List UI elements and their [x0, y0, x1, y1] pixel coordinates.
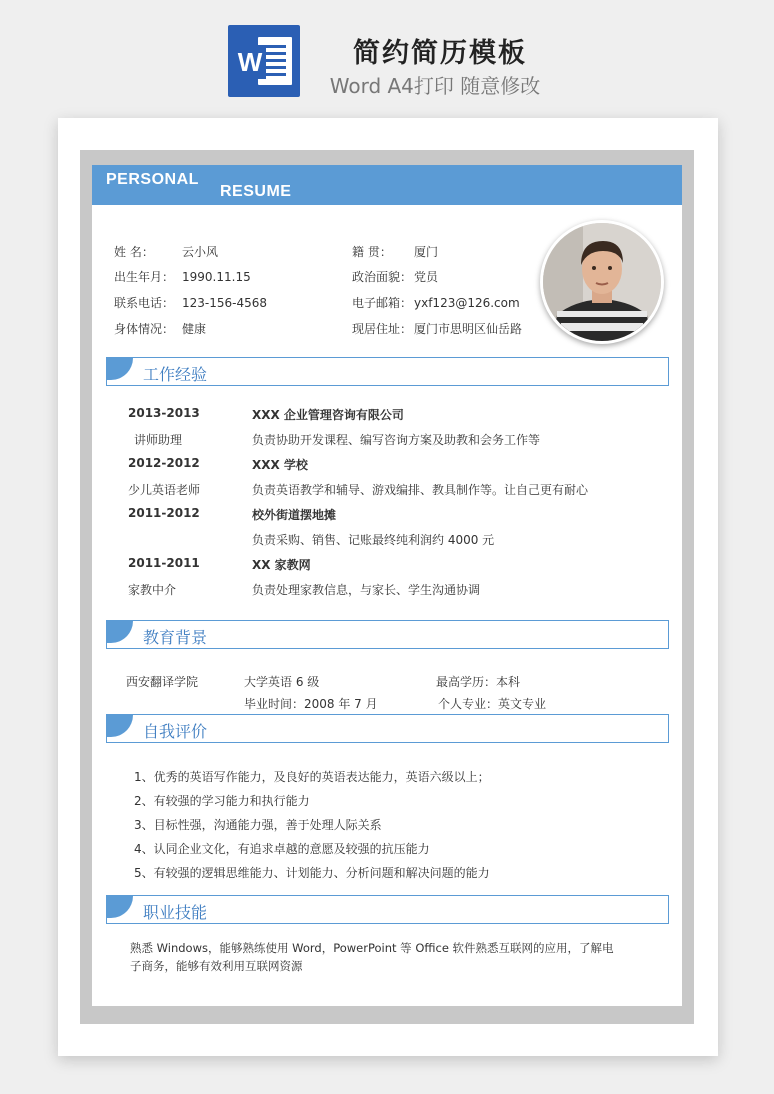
section-title-skills: 职业技能: [143, 903, 208, 922]
section-self: [106, 714, 669, 743]
skills-line-2: 子商务，能够有效利用互联网资源: [130, 959, 303, 973]
section-education: [106, 620, 669, 649]
info-email: 电子邮箱： yxf123@126.com: [352, 296, 520, 310]
work-period-3: 2011-2012: [128, 506, 200, 520]
page-subtitle: Word A4打印 随意修改: [329, 74, 541, 98]
info-health: 身体情况： 健康: [114, 322, 207, 336]
work-period-2: 2012-2012: [128, 456, 200, 470]
work-org-2: XXX 学校: [252, 458, 308, 472]
info-birth: 出生年月： 1990.11.15: [114, 270, 251, 284]
work-role-4: 家教中介: [128, 583, 177, 597]
paper: [58, 118, 718, 1056]
resume-banner: [92, 165, 682, 205]
edu-school: 西安翻译学院: [126, 675, 199, 689]
word-logo-icon: [228, 25, 300, 97]
info-origin: 籍 贯： 厦门: [352, 245, 439, 259]
work-desc-4: 负责处理家教信息，与家长、学生沟通协调: [252, 583, 481, 597]
work-org-4: XX 家教网: [252, 558, 311, 572]
self-eval-5: 5、有较强的逻辑思维能力、计划能力、分析问题和解决问题的能力: [134, 866, 490, 880]
work-desc-3: 负责采购、销售、记账最终纯利润约 4000 元: [252, 533, 495, 547]
section-leaf-icon: [107, 896, 133, 918]
work-desc-2: 负责英语教学和辅导、游戏编排、教具制作等。让自己更有耐心: [252, 483, 589, 497]
section-leaf-icon: [107, 358, 133, 380]
page-title: 简约简历模板: [353, 38, 527, 69]
work-role-2: 少儿英语老师: [128, 483, 201, 497]
banner-resume: RESUME: [220, 183, 292, 200]
self-eval-3: 3、目标性强，沟通能力强，善于处理人际关系: [134, 818, 382, 832]
info-name: 姓 名： 云小风: [114, 245, 219, 259]
section-leaf-icon: [107, 621, 133, 643]
banner-personal: PERSONAL: [106, 171, 199, 188]
portrait-image: [543, 223, 661, 341]
self-eval-2: 2、有较强的学习能力和执行能力: [134, 794, 310, 808]
resume-sheet: [92, 165, 682, 1006]
work-org-1: XXX 企业管理咨询有限公司: [252, 408, 404, 422]
section-work: [106, 357, 669, 386]
edu-degree: 最高学历：本科: [436, 675, 521, 689]
edu-english: 大学英语 6 级: [244, 675, 320, 689]
word-letter: W: [234, 45, 266, 79]
section-title-education: 教育背景: [143, 628, 208, 647]
section-skills: [106, 895, 669, 924]
info-phone: 联系电话： 123-156-4568: [114, 296, 268, 310]
work-period-1: 2013-2013: [128, 406, 200, 420]
work-org-3: 校外街道摆地摊: [252, 508, 337, 522]
edu-grad: 毕业时间：2008 年 7 月: [244, 697, 378, 711]
work-role-1: 讲师助理: [134, 433, 183, 447]
self-eval-1: 1、优秀的英语写作能力，及良好的英语表达能力，英语六级以上；: [134, 770, 490, 784]
avatar: [540, 220, 664, 344]
self-eval-4: 4、认同企业文化，有追求卓越的意愿及较强的抗压能力: [134, 842, 430, 856]
info-politics: 政治面貌： 党员: [352, 270, 439, 284]
info-address: 现居住址： 厦门市思明区仙岳路: [352, 322, 523, 336]
skills-line-1: 熟悉 Windows，能够熟练使用 Word，PowerPoint 等 Office 软件熟悉互联网的应用，了解电: [130, 941, 614, 955]
edu-major: 个人专业：英文专业: [438, 697, 547, 711]
work-period-4: 2011-2011: [128, 556, 200, 570]
section-leaf-icon: [107, 715, 133, 737]
resume-frame: [80, 150, 694, 1024]
section-title-work: 工作经验: [143, 365, 208, 384]
work-desc-1: 负责协助开发课程、编写咨询方案及助教和会务工作等: [252, 433, 541, 447]
section-title-self: 自我评价: [143, 722, 208, 741]
